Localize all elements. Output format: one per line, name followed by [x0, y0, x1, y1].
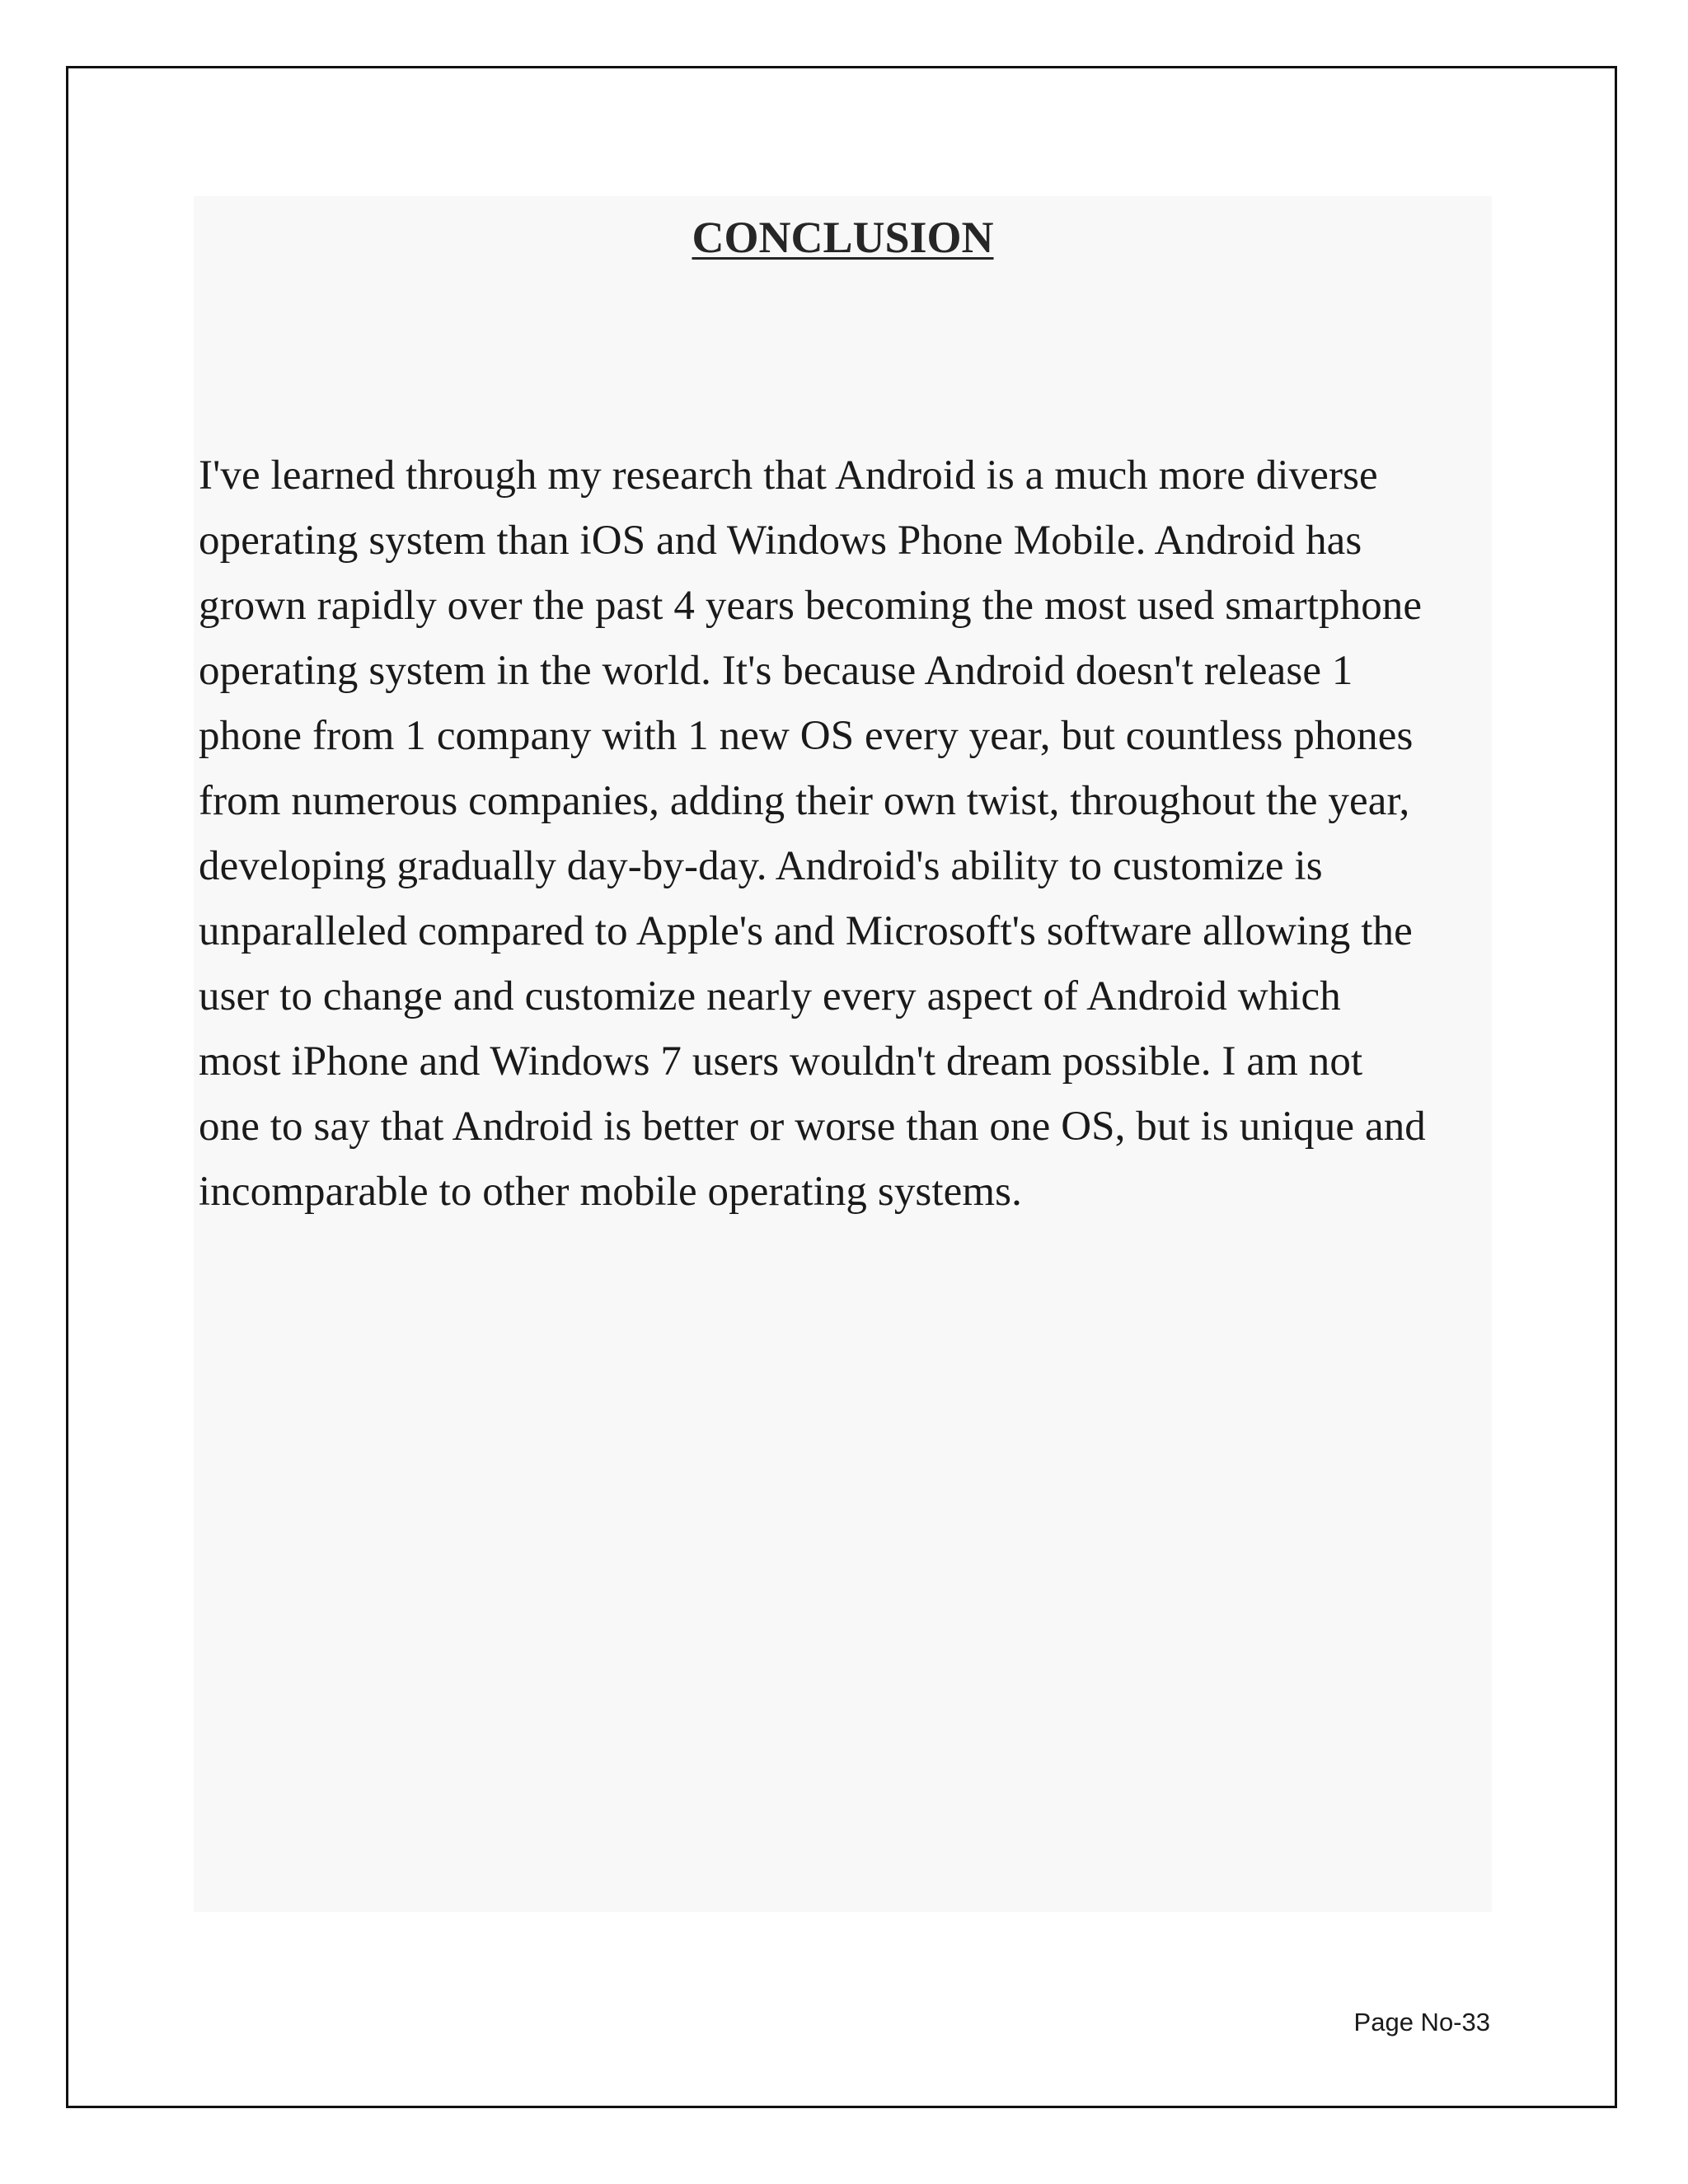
paragraph-line: from numerous companies, adding their own twist, throughout the year,: [199, 778, 1410, 824]
page-title: [194, 211, 1492, 265]
paragraph-line: unparalleled compared to Apple's and Microsoft's software allowing the: [199, 908, 1413, 954]
page-title-text: CONCLUSION: [692, 213, 994, 262]
conclusion-paragraph: [199, 443, 1489, 1225]
paragraph-line: I've learned through my research that Android is a much more diverse: [199, 452, 1378, 499]
paragraph-line: one to say that Android is better or worse than one OS, but is unique and: [199, 1104, 1426, 1150]
paragraph-line: grown rapidly over the past 4 years becoming the most used smartphone: [199, 583, 1423, 629]
content-area: [194, 196, 1492, 1912]
paragraph-line: incomparable to other mobile operating systems.: [199, 1169, 1022, 1215]
paragraph-line: most iPhone and Windows 7 users wouldn't dream possible. I am not: [199, 1038, 1363, 1085]
paragraph-line: developing gradually day-by-day. Android's ability to customize is: [199, 843, 1323, 889]
paragraph-line: operating system than iOS and Windows Phone Mobile. Android has: [199, 518, 1362, 564]
paragraph-line: user to change and customize nearly every aspect of Android which: [199, 973, 1341, 1019]
paragraph-line: operating system in the world. It's because Android doesn't release 1: [199, 648, 1353, 694]
page-number: Page No-33: [1353, 2008, 1490, 2036]
paragraph-line: phone from 1 company with 1 new OS every year, but countless phones: [199, 713, 1414, 759]
